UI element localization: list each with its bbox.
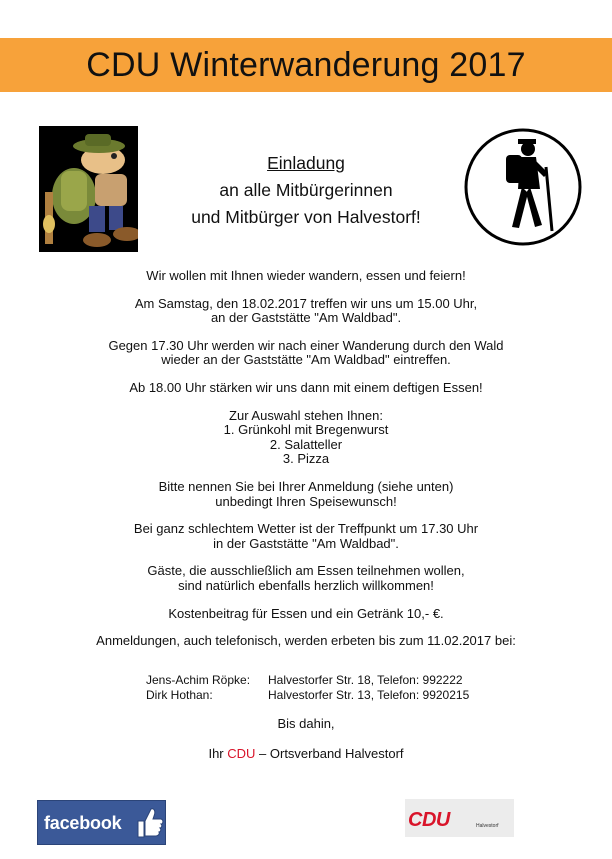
facebook-label: facebook [44, 813, 122, 833]
contact-address: Halvestorfer Str. 13, Telefon: 9920215 [268, 688, 470, 702]
paragraph-text: Bei ganz schlechtem Wetter ist der Treffpunkt um 17.30 Uhr [133, 521, 479, 537]
contact-row [146, 688, 469, 703]
cdu-logo [405, 799, 514, 837]
closing-signature [0, 746, 612, 761]
facebook-button[interactable] [37, 800, 166, 845]
invitation-heading: Einladung [267, 153, 345, 173]
thumbs-up-icon [134, 805, 164, 839]
paragraph-text: sind natürlich ebenfalls herzlich willkommen! [178, 577, 434, 593]
cartoon-hiker-image [39, 126, 138, 252]
page-title: CDU Winterwanderung 2017 [86, 45, 526, 84]
title-banner [0, 38, 612, 92]
paragraph-text: Am Samstag, den 18.02.2017 treffen wir uns um 15.00 Uhr, [134, 295, 478, 311]
invitation-line: und Mitbürger von Halvestorf! [191, 207, 421, 227]
paragraph-text: wieder an der Gaststätte "Am Waldbad" eintreffen. [161, 352, 451, 368]
paragraph-text: Gäste, die ausschließlich am Essen teilnehmen wollen, [147, 563, 465, 579]
menu-list [40, 409, 572, 467]
closing-greeting: Bis dahin, [277, 716, 335, 731]
body-paragraph [40, 634, 572, 649]
body-paragraph [40, 297, 572, 326]
cdu-logo-text: CDU [408, 809, 450, 831]
body-paragraph [40, 564, 572, 593]
body-paragraph [40, 607, 572, 622]
contact-address: Halvestorfer Str. 18, Telefon: 992222 [268, 673, 463, 687]
invitation-intro [150, 150, 462, 231]
body-paragraph [40, 339, 572, 368]
contact-row [146, 673, 469, 688]
paragraph-text: Kostenbeitrag für Essen und ein Getränk 10,- €. [168, 605, 444, 621]
paragraph-text: unbedingt Ihren Speisewunsch! [215, 493, 397, 509]
paragraph-text: an der Gaststätte "Am Waldbad". [210, 310, 402, 326]
paragraph-text: Anmeldungen, auch telefonisch, werden erbeten bis zum 11.02.2017 bei: [96, 633, 516, 649]
party-name: CDU [227, 746, 256, 761]
signature-suffix: – Ortsverband Halvestorf [255, 746, 404, 761]
menu-intro: Zur Auswahl stehen Ihnen: [229, 407, 383, 423]
menu-item: 3. Pizza [282, 451, 330, 467]
invitation-line: an alle Mitbürgerinnen [219, 180, 393, 200]
paragraph-text: in der Gaststätte "Am Waldbad". [213, 535, 399, 551]
hiker-silhouette-logo [462, 127, 584, 247]
contact-name: Jens-Achim Röpke: [146, 673, 251, 687]
paragraph-text: Bitte nennen Sie bei Ihrer Anmeldung (siehe unten) [158, 478, 454, 494]
paragraph-text: Gegen 17.30 Uhr werden wir nach einer Wanderung durch den Wald [108, 337, 504, 353]
paragraph-text: Ab 18.00 Uhr stärken wir uns dann mit einem deftigen Essen! [129, 379, 483, 395]
menu-item: 1. Grünkohl mit Bregenwurst [223, 422, 389, 438]
menu-item: 2. Salatteller [269, 436, 343, 452]
body-paragraph [40, 480, 572, 509]
body-paragraph [40, 522, 572, 551]
invitation-body [40, 269, 572, 662]
body-paragraph [40, 381, 572, 396]
cdu-logo-subtext: Halvestorf [476, 823, 499, 829]
body-paragraph [40, 269, 572, 284]
paragraph-text: Wir wollen mit Ihnen wieder wandern, essen und feiern! [146, 268, 466, 283]
contact-list [146, 673, 469, 703]
signature-prefix: Ihr [208, 746, 228, 761]
contact-name: Dirk Hothan: [146, 688, 213, 702]
